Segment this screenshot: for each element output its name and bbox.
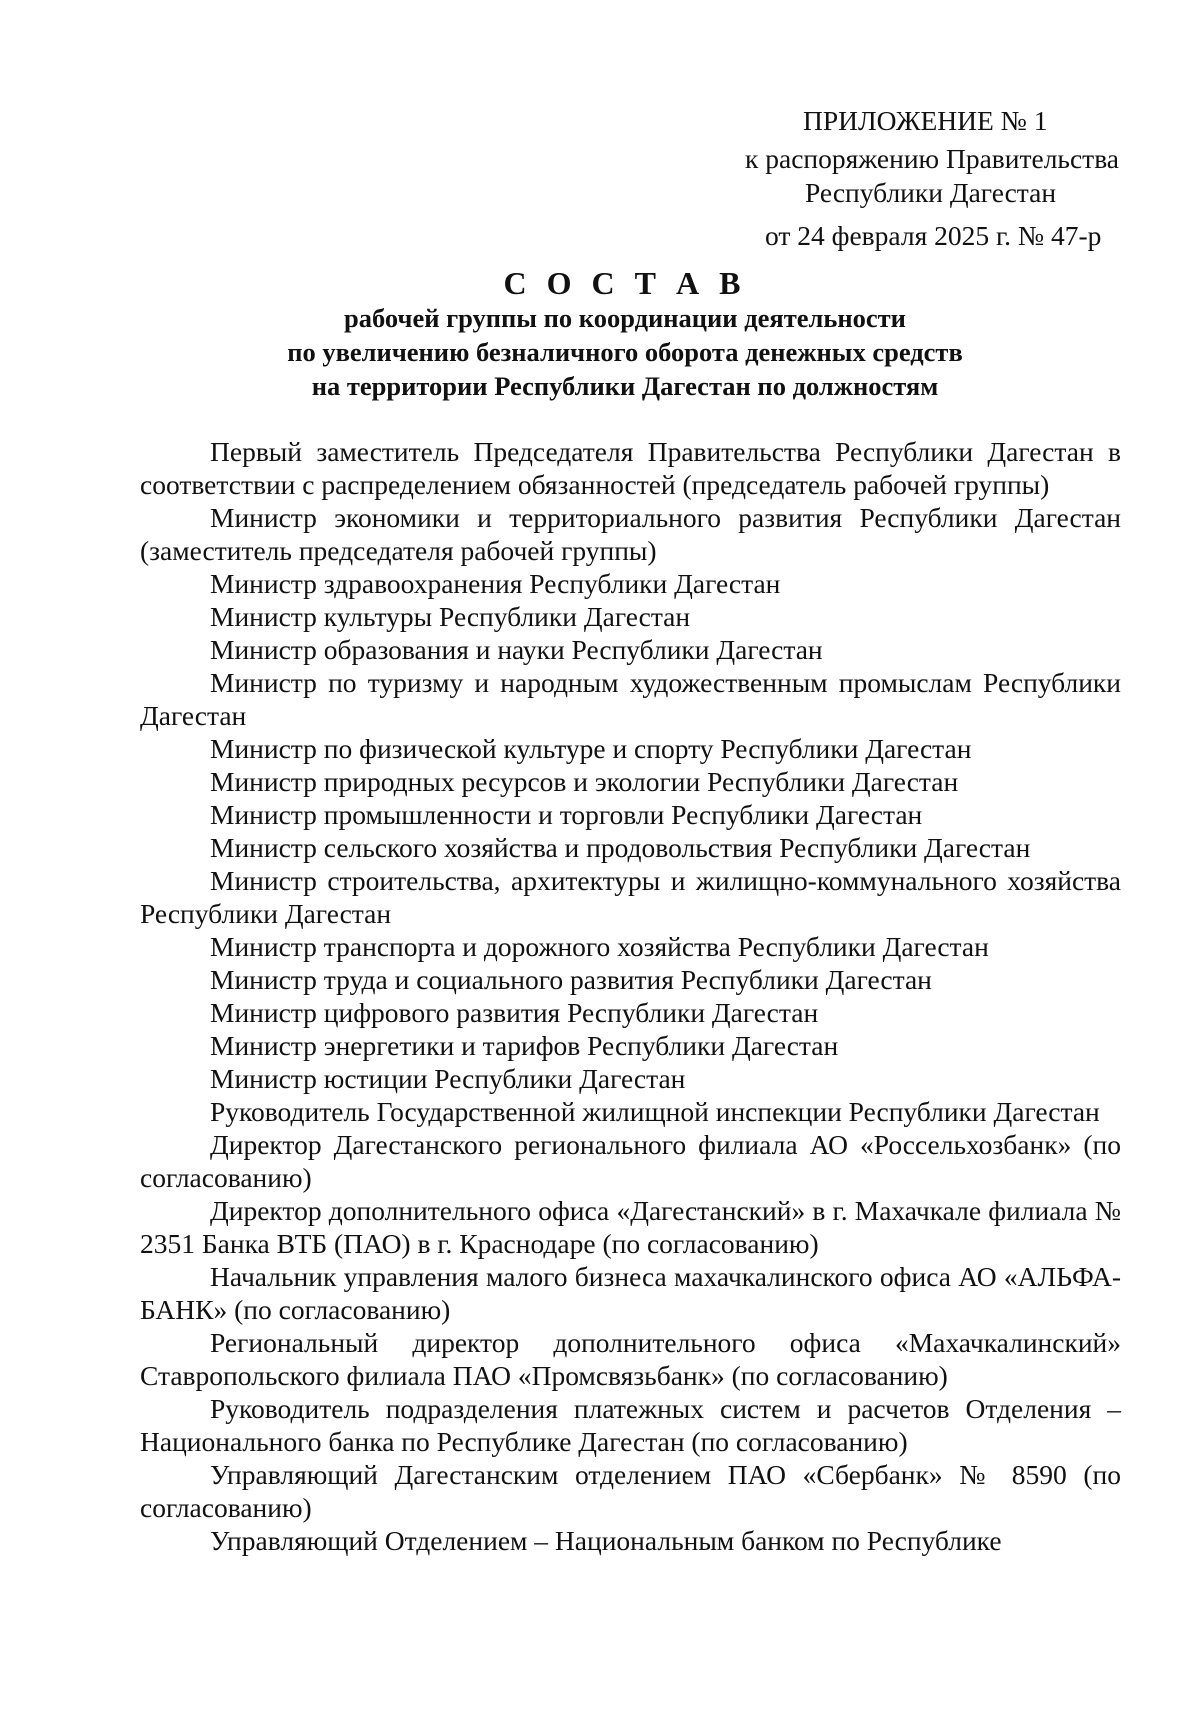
member-item: Управляющий Отделением – Национальным банком по Республике [210,1525,1002,1556]
members-list [140,435,1121,1557]
member-item: Министр строительства, архитектуры и жилищно-коммунального хозяйства Республики Дагестан [140,865,1121,929]
appendix-republic: Республики Дагестан [805,177,1057,208]
title-line-2: по увеличению безналичного оборота денежных средств [287,337,963,367]
member-item: Министр цифрового развития Республики Дагестан [210,997,819,1028]
member-item: Министр сельского хозяйства и продовольствия Республики Дагестан [210,832,1031,863]
member-item: Министр здравоохранения Республики Дагестан [210,568,781,599]
member-item: Министр образования и науки Республики Дагестан [210,634,823,665]
member-item: Начальник управления малого бизнеса махачкалинского офиса АО «АЛЬФА-БАНК» (по согласованию) [140,1261,1121,1325]
member-item: Руководитель подразделения платежных систем и расчетов Отделения – Национального банка по Республике Дагестан (по согласованию) [140,1393,1121,1457]
member-item: Региональный директор дополнительного офиса «Махачкалинский» Ставропольского филиала ПАО «Промсвязьбанк» (по согласованию) [140,1327,1121,1391]
member-item: Директор дополнительного офиса «Дагестанский» в г. Махачкале филиала № 2351 Банка ВТБ (ПАО) в г. Краснодаре (по согласованию) [140,1195,1121,1259]
document-title [0,265,1200,403]
member-item: Министр по физической культуре и спорту Республики Дагестан [210,733,972,764]
member-item: Министр природных ресурсов и экологии Республики Дагестан [210,766,959,797]
title-main: С О С Т А В [503,265,747,301]
member-item: Руководитель Государственной жилищной инспекции Республики Дагестан [210,1096,1100,1127]
appendix-number: ПРИЛОЖЕНИЕ № 1 [803,105,1048,136]
member-item: Министр транспорта и дорожного хозяйства Республики Дагестан [210,931,989,962]
member-item: Министр юстиции Республики Дагестан [210,1063,686,1094]
member-item: Директор Дагестанского регионального филиала АО «Россельхозбанк» (по согласованию) [140,1129,1121,1193]
title-line-3: на территории Республики Дагестан по должностям [311,371,939,401]
member-item: Управляющий Дагестанским отделением ПАО «Сбербанк» № 8590 (по согласованию) [140,1459,1121,1523]
member-item: Министр энергетики и тарифов Республики Дагестан [210,1030,839,1061]
member-item: Министр экономики и территориального развития Республики Дагестан (заместитель председателя рабочей группы) [140,502,1121,566]
member-item: Министр по туризму и народным художественным промыслам Республики Дагестан [140,667,1121,731]
member-item: Первый заместитель Председателя Правительства Республики Дагестан в соответствии с распределением обязанностей (председатель рабочей группы) [140,436,1121,500]
member-item: Министр культуры Республики Дагестан [210,601,691,632]
title-line-1: рабочей группы по координации деятельности [344,303,906,333]
appendix-to-order: к распоряжению Правительства [745,143,1120,174]
member-item: Министр промышленности и торговли Республики Дагестан [210,799,923,830]
member-item: Министр труда и социального развития Республики Дагестан [210,964,932,995]
appendix-date-line: от 24 февраля 2025 г. № 47-р [765,220,1102,251]
